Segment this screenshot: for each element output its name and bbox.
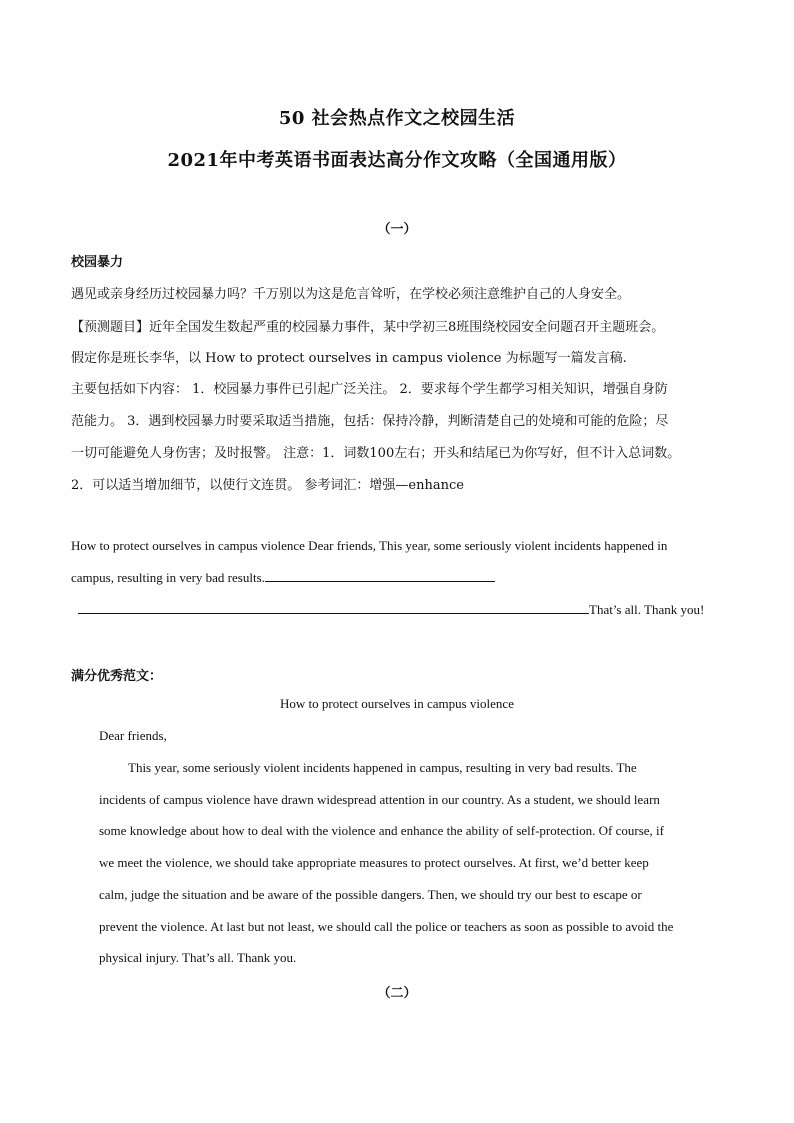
sample-essay-title: How to protect ourselves in campus violence: [280, 696, 514, 711]
requirement-line-1: 主要包括如下内容： 1．校园暴力事件已引起广泛关注。 2．要求每个学生都学习相关知识，增强自身防: [71, 382, 668, 397]
answer-blank-1: [265, 569, 495, 582]
prompt-line-1: 【预测题目】近年全国发生数起严重的校园暴力事件，某中学初三8班围绕校园安全问题召开主题班会。: [71, 320, 665, 335]
section-number-1: （一）: [377, 222, 417, 237]
answer-blank-2: [78, 601, 589, 614]
sample-essay-line: prevent the violence. At last but not least, we should call the police or teachers as soon as possible to avoid the: [99, 919, 674, 934]
given-text-opening: campus, resulting in very bad results.: [71, 570, 265, 585]
requirement-line-3: 一切可能避免人身伤害；及时报警。 注意：1．词数100左右；开头和结尾已为你写好，但不计入总词数。: [71, 446, 681, 461]
given-text-closing: That’s all. Thank you!: [589, 602, 705, 617]
sample-essay-line: This year, some seriously violent incidents happened in campus, resulting in very bad results. The: [128, 760, 637, 775]
title-line-1: 50 社会热点作文之校园生活: [278, 108, 516, 129]
sample-essay-line: we meet the violence, we should take appropriate measures to protect ourselves. At first, we’d better keep: [99, 855, 649, 870]
requirement-line-4: 2．可以适当增加细节，以使行文连贯。 参考词汇：增强—enhance: [71, 478, 464, 493]
sample-essay-line: incidents of campus violence have drawn widespread attention in our country. As a student, we should learn: [99, 792, 660, 807]
sample-essay-line: calm, judge the situation and be aware of the possible dangers. Then, we should try our best to escape or: [99, 887, 642, 902]
intro-text: 遇见或亲身经历过校园暴力吗？千万别以为这是危言耸听，在学校必须注意维护自己的人身安全。: [71, 287, 631, 302]
given-text-line-2: [71, 569, 495, 586]
sample-essay-label: 满分优秀范文：: [71, 669, 163, 684]
section-number-2: （二）: [377, 986, 417, 1001]
sample-essay-line: some knowledge about how to deal with the violence and enhance the ability of self-protection. Of course, if: [99, 823, 664, 838]
sample-essay-greeting: Dear friends,: [99, 728, 167, 743]
title-line-2: 2021年中考英语书面表达高分作文攻略（全国通用版）: [167, 150, 627, 171]
requirement-line-2: 范能力。 3．遇到校园暴力时要采取适当措施，包括：保持冷静，判断清楚自己的处境和可能的危险；尽: [71, 414, 669, 429]
topic-heading: 校园暴力: [71, 255, 124, 270]
prompt-line-2: 假定你是班长李华，以 How to protect ourselves in campus violence 为标题写一篇发言稿.: [71, 351, 627, 366]
sample-essay-line: physical injury. That’s all. Thank you.: [99, 950, 297, 965]
given-text-line-3: [78, 601, 704, 618]
given-text-line-1: How to protect ourselves in campus violence Dear friends, This year, some seriously violent incidents happened in: [71, 538, 668, 553]
